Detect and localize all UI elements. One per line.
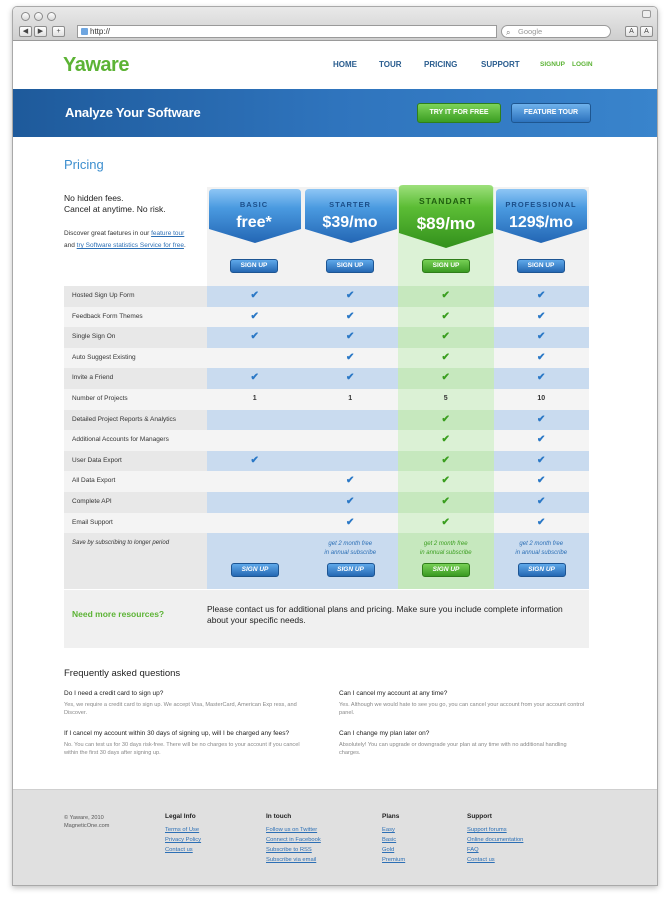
- signup-link[interactable]: SIGNUP: [540, 61, 565, 68]
- nav-pricing[interactable]: PRICING: [424, 60, 458, 69]
- forward-button[interactable]: ▶: [34, 26, 47, 37]
- site-header: [13, 41, 658, 89]
- footer-col-legal: [165, 813, 201, 855]
- discover-text: [64, 228, 194, 252]
- feature-cell: [494, 348, 590, 369]
- footer-link[interactable]: Subscribe to RSS: [266, 847, 312, 853]
- feature-row: [64, 348, 589, 369]
- signup-professional-button[interactable]: SIGN UP: [517, 259, 565, 273]
- save-cell-professional: [494, 533, 590, 589]
- check-icon: ✔: [441, 413, 450, 425]
- feature-cell: [398, 492, 494, 513]
- feature-cell: [494, 430, 590, 451]
- plan-price: $89/mo: [416, 214, 476, 233]
- save-cell-basic: [207, 533, 303, 589]
- main-content: [13, 137, 658, 787]
- footer-col-title: Support: [467, 813, 492, 820]
- check-icon: ✔: [441, 351, 450, 363]
- intro-line-1: No hidden fees.: [64, 193, 124, 203]
- feature-cell: [494, 368, 590, 389]
- feature-tour-button[interactable]: FEATURE TOUR: [511, 103, 591, 123]
- feature-cell: [303, 451, 399, 472]
- page-title: Pricing: [64, 157, 104, 172]
- check-icon: ✔: [537, 351, 546, 363]
- check-icon: ✔: [537, 454, 546, 466]
- feature-cell: [494, 327, 590, 348]
- feature-label: Additional Accounts for Managers: [64, 430, 207, 451]
- feature-cell: [494, 471, 590, 492]
- feature-cell: [207, 492, 303, 513]
- browser-toolbar: [13, 7, 657, 41]
- faq-item: [339, 729, 589, 757]
- check-icon: ✔: [537, 310, 546, 322]
- discover-pre: Discover great faetures in our: [64, 230, 152, 237]
- text-smaller-button[interactable]: A: [625, 26, 638, 37]
- feature-cell: [494, 307, 590, 328]
- feature-label: Feedback Form Themes: [64, 307, 207, 328]
- signup-basic-bottom-button[interactable]: SIGN UP: [231, 563, 279, 577]
- feature-cell: [494, 492, 590, 513]
- faq-question: Can I cancel my account at any time?: [339, 690, 448, 697]
- check-icon: ✔: [441, 310, 450, 322]
- faq-answer: No. You can test us for 30 days risk-free. There will be no charges to your account if you cancel within the first 30 days after signing up.: [64, 742, 300, 756]
- text-larger-button[interactable]: A: [640, 26, 653, 37]
- plan-price: 129$/mo: [508, 214, 574, 231]
- feature-cell: [398, 389, 494, 410]
- check-icon: ✔: [537, 290, 546, 301]
- footer-link[interactable]: FAQ: [467, 847, 479, 853]
- favicon-icon: [81, 28, 88, 35]
- need-more-text: Please contact us for additional plans and pricing. Make sure you include complete information about your specific needs.: [207, 604, 563, 625]
- login-link[interactable]: LOGIN: [572, 61, 593, 68]
- discover-post: .: [183, 242, 186, 249]
- feature-cell: [398, 513, 494, 534]
- check-icon: ✔: [537, 434, 546, 446]
- footer-link[interactable]: Contact us: [467, 857, 495, 863]
- feature-row: [64, 451, 589, 472]
- plan-name: PROFESSIONAL: [505, 200, 577, 209]
- try-free-link[interactable]: try Software statistics Service for free: [76, 242, 184, 249]
- window-controls: [21, 12, 56, 21]
- discover-mid: and: [64, 242, 77, 249]
- check-icon: ✔: [537, 495, 546, 507]
- feature-cell: [398, 327, 494, 348]
- check-icon: ✔: [250, 331, 259, 343]
- feature-label: Hosted Sign Up Form: [64, 286, 207, 307]
- feature-cell: [398, 451, 494, 472]
- feature-cell: [303, 286, 399, 307]
- check-icon: ✔: [346, 372, 355, 384]
- save-cell-standart: [398, 533, 494, 589]
- plan-name: BASIC: [239, 200, 269, 209]
- feature-cell: [398, 307, 494, 328]
- check-icon: ✔: [537, 331, 546, 343]
- feature-cell: [207, 471, 303, 492]
- feature-cell: [207, 348, 303, 369]
- feature-label: Detailed Project Reports & Analytics: [64, 410, 207, 431]
- feature-cell: [303, 513, 399, 534]
- faq-item: [64, 689, 304, 717]
- try-free-button[interactable]: TRY IT FOR FREE: [417, 103, 501, 123]
- check-icon: ✔: [537, 516, 546, 528]
- signup-professional-bottom-button[interactable]: SIGN UP: [518, 563, 566, 577]
- feature-cell: [207, 327, 303, 348]
- check-icon: ✔: [537, 475, 546, 487]
- copyright-text: © Yaware, 2010: [64, 815, 104, 821]
- faq-question: If I cancel my account within 30 days of signing up, will I be charged any fees?: [64, 730, 290, 737]
- feature-cell: [207, 430, 303, 451]
- feature-cell: [207, 410, 303, 431]
- new-tab-button[interactable]: +: [52, 26, 65, 37]
- feature-cell: [207, 307, 303, 328]
- feature-row: [64, 286, 589, 307]
- feature-label: Auto Suggest Existing: [64, 348, 207, 369]
- save-offer: get 2 month free in annual subscribe: [419, 541, 472, 557]
- feature-tour-link[interactable]: feature tour: [151, 230, 185, 237]
- faq-answer: Yes. Although we would hate to see you go, you can cancel your account from your account control panel.: [339, 702, 585, 716]
- footer-col-plans: [382, 813, 405, 865]
- check-icon: ✔: [441, 516, 450, 528]
- check-icon: ✔: [346, 290, 355, 301]
- faq-item: [339, 689, 589, 717]
- search-field[interactable]: [501, 25, 611, 38]
- feature-cell: [207, 451, 303, 472]
- faq-item: [64, 729, 304, 757]
- browser-window: [12, 6, 658, 886]
- check-icon: ✔: [441, 372, 450, 384]
- feature-value: 10: [537, 394, 546, 402]
- feature-cell: [303, 327, 399, 348]
- feature-table: [64, 286, 589, 589]
- plan-price: free*: [236, 214, 272, 231]
- intro-text: [64, 193, 166, 215]
- feature-row: [64, 513, 589, 534]
- address-text: http://: [90, 27, 111, 36]
- feature-cell: [398, 430, 494, 451]
- feature-cell: [303, 492, 399, 513]
- feature-value: 1: [252, 394, 257, 402]
- check-icon: ✔: [250, 372, 259, 384]
- feature-label: Number of Projects: [64, 389, 207, 410]
- feature-cell: [303, 410, 399, 431]
- footer-col-intouch: [266, 813, 321, 865]
- plan-standart: [399, 196, 493, 234]
- feature-cell: [207, 513, 303, 534]
- save-offer: get 2 month free in annual subscribe: [515, 541, 568, 557]
- check-icon: ✔: [441, 495, 450, 507]
- feature-cell: [303, 348, 399, 369]
- footer-col-title: Legal Info: [165, 813, 196, 820]
- signup-starter-button[interactable]: SIGN UP: [326, 259, 374, 273]
- footer-link[interactable]: Contact us: [165, 847, 193, 853]
- nav-support[interactable]: SUPPORT: [481, 60, 520, 69]
- plan-basic: [207, 200, 301, 232]
- feature-value: 5: [443, 394, 448, 402]
- logo-text: Yaware: [63, 54, 129, 76]
- nav-tour[interactable]: TOUR: [379, 60, 402, 69]
- footer-link[interactable]: Gold: [382, 847, 395, 853]
- feature-row: [64, 368, 589, 389]
- close-window-button[interactable]: [21, 12, 30, 21]
- feature-cell: [494, 513, 590, 534]
- footer-col-title: Plans: [382, 813, 400, 820]
- feature-label: Single Sign On: [64, 327, 207, 348]
- feature-label: Email Support: [64, 513, 207, 534]
- feature-row: [64, 492, 589, 513]
- feature-row: [64, 471, 589, 492]
- footer-col-title: In touch: [266, 813, 292, 820]
- footer-link[interactable]: Basic: [382, 837, 397, 843]
- check-icon: ✔: [441, 454, 450, 466]
- footer-link[interactable]: Premium: [382, 857, 406, 863]
- check-icon: ✔: [250, 454, 259, 466]
- feature-row: [64, 307, 589, 328]
- search-icon: ⌕: [506, 28, 511, 37]
- feature-row: [64, 327, 589, 348]
- feature-value: 1: [348, 394, 353, 402]
- signup-starter-bottom-button[interactable]: SIGN UP: [327, 563, 375, 577]
- save-cell-starter: [303, 533, 399, 589]
- footer-link[interactable]: Subscribe via email: [266, 857, 317, 863]
- maximize-window-button[interactable]: [47, 12, 56, 21]
- feature-cell: [207, 286, 303, 307]
- hero-title: Analyze Your Software: [65, 105, 201, 120]
- save-row: [64, 533, 589, 589]
- feature-cell: [494, 410, 590, 431]
- site-footer: [13, 789, 658, 886]
- feature-cell: [494, 451, 590, 472]
- check-icon: ✔: [346, 331, 355, 343]
- faq-question: Can I change my plan later on?: [339, 730, 430, 737]
- plan-name: STANDART: [418, 196, 474, 206]
- footer-link[interactable]: Connect in Facebook: [266, 837, 321, 843]
- faq-answer: Absolutely! You can upgrade or downgrade your plan at any time with no additional handling charges.: [339, 742, 567, 756]
- plan-starter: [303, 200, 397, 232]
- signup-basic-button[interactable]: SIGN UP: [230, 259, 278, 273]
- plan-professional: [494, 200, 588, 232]
- feature-row: [64, 430, 589, 451]
- faq-answer: Yes, we require a credit card to sign up. We accept Visa, MasterCard, American Exp ress, and Discover.: [64, 702, 297, 716]
- feature-cell: [303, 430, 399, 451]
- company-name: MagneticOne.com: [64, 823, 110, 829]
- check-icon: ✔: [250, 290, 259, 301]
- copyright: [64, 814, 109, 830]
- feature-cell: [303, 368, 399, 389]
- footer-link[interactable]: Terms of Use: [165, 827, 200, 833]
- footer-link[interactable]: Online documentation: [467, 837, 524, 843]
- feature-cell: [398, 368, 494, 389]
- check-icon: ✔: [537, 413, 546, 425]
- back-button[interactable]: ◀: [19, 26, 32, 37]
- check-icon: ✔: [441, 434, 450, 446]
- need-more-title: Need more resources?: [72, 609, 165, 619]
- feature-cell: [398, 471, 494, 492]
- feature-row: [64, 410, 589, 431]
- feature-label: User Data Export: [64, 451, 207, 472]
- feature-cell: [494, 286, 590, 307]
- footer-col-support: [467, 813, 523, 865]
- plan-name: STARTER: [329, 200, 371, 209]
- minimize-window-button[interactable]: [34, 12, 43, 21]
- check-icon: ✔: [346, 310, 355, 322]
- feature-label: Invite a Friend: [64, 368, 207, 389]
- signup-standart-button[interactable]: SIGN UP: [422, 259, 470, 273]
- logo[interactable]: [63, 54, 129, 77]
- feature-cell: [398, 286, 494, 307]
- toolbar-toggle-button[interactable]: [642, 10, 651, 18]
- nav-home[interactable]: HOME: [333, 60, 357, 69]
- search-placeholder: Google: [518, 27, 543, 36]
- footer-link[interactable]: Support forums: [467, 827, 507, 833]
- save-label: Save by subscribing to longer period: [64, 533, 207, 589]
- feature-cell: [398, 410, 494, 431]
- check-icon: ✔: [346, 516, 355, 528]
- hero-banner: [13, 89, 658, 137]
- feature-label: Complete API: [64, 492, 207, 513]
- plan-price: $39/mo: [322, 214, 378, 231]
- signup-standart-bottom-button[interactable]: SIGN UP: [422, 563, 470, 577]
- need-more-box: [64, 590, 589, 648]
- feature-cell: [494, 389, 590, 410]
- feature-row: [64, 389, 589, 410]
- footer-link[interactable]: Easy: [382, 827, 395, 833]
- faq-question: Do I need a credit card to sign up?: [64, 690, 164, 697]
- check-icon: ✔: [441, 475, 450, 487]
- faq-title: Frequently asked questions: [64, 668, 181, 679]
- history-buttons: [19, 26, 65, 37]
- check-icon: ✔: [346, 351, 355, 363]
- footer-link[interactable]: Follow us on Twitter: [266, 827, 318, 833]
- feature-label: All Data Export: [64, 471, 207, 492]
- check-icon: ✔: [441, 331, 450, 343]
- feature-cell: [303, 389, 399, 410]
- check-icon: ✔: [346, 475, 355, 487]
- check-icon: ✔: [250, 310, 259, 322]
- feature-cell: [207, 389, 303, 410]
- check-icon: ✔: [441, 290, 450, 301]
- intro-line-2: Cancel at anytime. No risk.: [64, 204, 166, 214]
- check-icon: ✔: [346, 495, 355, 507]
- feature-cell: [398, 348, 494, 369]
- address-bar[interactable]: [77, 25, 497, 38]
- feature-cell: [303, 471, 399, 492]
- feature-cell: [207, 368, 303, 389]
- check-icon: ✔: [537, 372, 546, 384]
- footer-link[interactable]: Privacy Policy: [165, 837, 202, 843]
- save-offer: get 2 month free in annual subscribe: [324, 541, 377, 557]
- feature-cell: [303, 307, 399, 328]
